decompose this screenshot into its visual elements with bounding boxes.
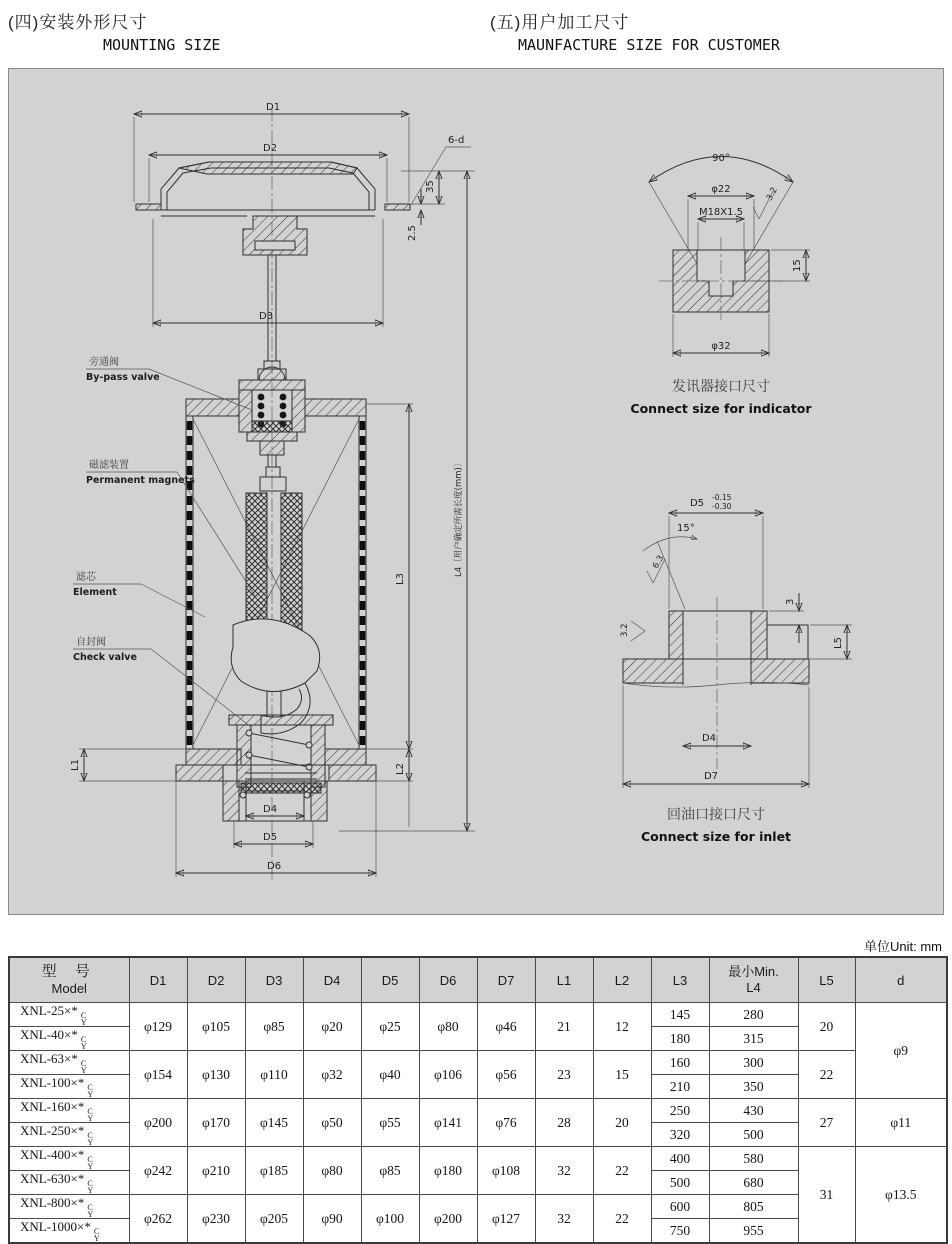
- value-cell: 300: [709, 1051, 798, 1075]
- value-cell: φ130: [187, 1051, 245, 1099]
- inlet-tol-lower: -0.30: [712, 502, 732, 511]
- inlet-roughness1-label: 6.3: [650, 553, 667, 571]
- value-cell: φ32: [303, 1051, 361, 1099]
- value-cell: φ242: [129, 1147, 187, 1195]
- value-cell: 32: [535, 1195, 593, 1244]
- inlet-l5-label: L5: [833, 637, 844, 649]
- value-cell: φ185: [245, 1147, 303, 1195]
- inlet-caption-zh: 回油口接口尺寸: [667, 807, 765, 823]
- value-cell: φ106: [419, 1051, 477, 1099]
- header-cell: D1: [129, 957, 187, 1003]
- value-cell: 160: [651, 1051, 709, 1075]
- dim-l2-label: L2: [395, 763, 406, 775]
- value-cell: φ200: [419, 1195, 477, 1244]
- value-cell: φ55: [361, 1099, 419, 1147]
- value-cell: 15: [593, 1051, 651, 1099]
- value-cell: φ108: [477, 1147, 535, 1195]
- dim-d5-label: D5: [263, 832, 278, 843]
- magnets-label-zh: 磁滤装置: [89, 460, 129, 471]
- dim-6d-label: 6-d: [448, 135, 465, 146]
- value-cell: 12: [593, 1003, 651, 1051]
- value-cell: 28: [535, 1099, 593, 1147]
- indicator-connection-drawing: [630, 153, 812, 416]
- value-cell: 750: [651, 1219, 709, 1244]
- value-cell: 680: [709, 1171, 798, 1195]
- value-cell: 23: [535, 1051, 593, 1099]
- unit-note: 单位Unit: mm: [863, 939, 942, 954]
- header-cell: D3: [245, 957, 303, 1003]
- value-cell: φ170: [187, 1099, 245, 1147]
- indicator-phi22-label: φ22: [711, 184, 731, 195]
- value-cell: 250: [651, 1099, 709, 1123]
- inlet-angle-label: 15°: [677, 523, 695, 534]
- table-row: [9, 1099, 947, 1123]
- value-cell: φ200: [129, 1099, 187, 1147]
- value-cell: φ90: [303, 1195, 361, 1244]
- value-cell: 180: [651, 1027, 709, 1051]
- value-cell: 350: [709, 1075, 798, 1099]
- dim-d1-label: D1: [266, 102, 281, 113]
- value-cell: φ110: [245, 1051, 303, 1099]
- value-cell: φ11: [855, 1099, 947, 1147]
- element-label-en: Element: [73, 587, 117, 598]
- inlet-d5-label: D5: [689, 498, 705, 509]
- value-cell: φ154: [129, 1051, 187, 1099]
- model-cell: XNL-25×* C Y: [9, 1003, 129, 1027]
- model-cell: XNL-250×* C Y: [9, 1123, 129, 1147]
- header-cell: L5: [798, 957, 855, 1003]
- value-cell: φ262: [129, 1195, 187, 1244]
- value-cell: 22: [593, 1195, 651, 1244]
- value-cell: φ9: [855, 1003, 947, 1099]
- dim-d4-label: D4: [263, 804, 278, 815]
- value-cell: 31: [798, 1147, 855, 1244]
- inlet-tol-upper: -0.15: [712, 493, 732, 502]
- table-row: [9, 1051, 947, 1075]
- value-cell: φ20: [303, 1003, 361, 1051]
- model-cell: XNL-63×* C Y: [9, 1051, 129, 1075]
- value-cell: 27: [798, 1099, 855, 1147]
- value-cell: 315: [709, 1027, 798, 1051]
- value-cell: 500: [651, 1171, 709, 1195]
- inlet-roughness2-label: 3.2: [620, 623, 630, 637]
- table-row: [9, 1003, 947, 1027]
- header-cell: D2: [187, 957, 245, 1003]
- value-cell: φ180: [419, 1147, 477, 1195]
- value-cell: φ76: [477, 1099, 535, 1147]
- main-assembly-drawing: [70, 102, 475, 881]
- value-cell: φ230: [187, 1195, 245, 1244]
- model-cell: XNL-160×* C Y: [9, 1099, 129, 1123]
- value-cell: 22: [593, 1147, 651, 1195]
- technical-drawing: [9, 69, 943, 914]
- header-cell: 型 号 Model: [9, 957, 129, 1003]
- magnets-label-en: Permanent magnets: [86, 475, 195, 486]
- dimension-table: [8, 956, 948, 1244]
- value-cell: 400: [651, 1147, 709, 1171]
- table-row: [9, 1147, 947, 1171]
- value-cell: φ145: [245, 1099, 303, 1147]
- inlet-d4-label: D4: [701, 733, 717, 744]
- dim-d6-label: D6: [267, 861, 282, 872]
- value-cell: φ205: [245, 1195, 303, 1244]
- value-cell: φ80: [419, 1003, 477, 1051]
- inlet-d7-label: D7: [703, 771, 719, 782]
- value-cell: 580: [709, 1147, 798, 1171]
- check-valve-label-en: Check valve: [73, 652, 137, 663]
- dim-25-label: 2.5: [407, 225, 418, 241]
- value-cell: 32: [535, 1147, 593, 1195]
- dim-d3-label: D3: [259, 311, 274, 322]
- indicator-depth-label: 15: [792, 259, 803, 272]
- indicator-roughness-label: 3.2: [764, 185, 781, 203]
- inlet-dim3-label: 3: [785, 598, 796, 605]
- value-cell: φ13.5: [855, 1147, 947, 1244]
- model-cell: XNL-630×* C Y: [9, 1171, 129, 1195]
- header-cell: L1: [535, 957, 593, 1003]
- dim-35-label: 35: [425, 180, 436, 193]
- value-cell: 500: [709, 1123, 798, 1147]
- inlet-caption-en: Connect size for inlet: [640, 829, 792, 844]
- indicator-phi32-label: φ32: [711, 341, 731, 352]
- header-cell: D7: [477, 957, 535, 1003]
- element-label-zh: 滤芯: [76, 572, 96, 583]
- indicator-thread-label: M18X1.5: [698, 207, 744, 218]
- value-cell: 210: [651, 1075, 709, 1099]
- check-valve-label-zh: 自封阀: [76, 637, 106, 648]
- value-cell: φ46: [477, 1003, 535, 1051]
- header-cell: D6: [419, 957, 477, 1003]
- value-cell: φ85: [245, 1003, 303, 1051]
- header-cell: D4: [303, 957, 361, 1003]
- value-cell: 320: [651, 1123, 709, 1147]
- value-cell: φ141: [419, 1099, 477, 1147]
- value-cell: φ129: [129, 1003, 187, 1051]
- drawing-panel: [8, 68, 944, 915]
- header-cell: D5: [361, 957, 419, 1003]
- value-cell: 21: [535, 1003, 593, 1051]
- inlet-connection-drawing: [620, 493, 852, 844]
- value-cell: 600: [651, 1195, 709, 1219]
- value-cell: φ127: [477, 1195, 535, 1244]
- header-cell: 最小Min. L4: [709, 957, 798, 1003]
- value-cell: φ56: [477, 1051, 535, 1099]
- header-cell: L3: [651, 957, 709, 1003]
- value-cell: φ50: [303, 1099, 361, 1147]
- value-cell: φ210: [187, 1147, 245, 1195]
- value-cell: 145: [651, 1003, 709, 1027]
- model-cell: XNL-40×* C Y: [9, 1027, 129, 1051]
- model-cell: XNL-100×* C Y: [9, 1075, 129, 1099]
- dim-l3-label: L3: [395, 573, 406, 585]
- value-cell: φ100: [361, 1195, 419, 1244]
- bypass-valve-label-zh: 旁通阀: [89, 357, 119, 368]
- value-cell: φ105: [187, 1003, 245, 1051]
- section-title-mounting-en: MOUNTING SIZE: [103, 36, 221, 54]
- bypass-valve-label-en: By-pass valve: [86, 372, 160, 383]
- dim-l1-label: L1: [70, 759, 81, 771]
- value-cell: φ85: [361, 1147, 419, 1195]
- value-cell: 22: [798, 1051, 855, 1099]
- value-cell: φ80: [303, 1147, 361, 1195]
- value-cell: 20: [593, 1099, 651, 1147]
- header-cell: L2: [593, 957, 651, 1003]
- dim-d2-label: D2: [263, 143, 278, 154]
- model-cell: XNL-1000×* C Y: [9, 1219, 129, 1244]
- indicator-caption-en: Connect size for indicator: [630, 401, 812, 416]
- section-title-mounting-zh: (四)安装外形尺寸: [8, 13, 148, 32]
- value-cell: 20: [798, 1003, 855, 1051]
- value-cell: 430: [709, 1099, 798, 1123]
- section-title-manufacture-zh: (五)用户加工尺寸: [490, 13, 630, 32]
- indicator-caption-zh: 发讯器接口尺寸: [672, 379, 770, 395]
- value-cell: φ25: [361, 1003, 419, 1051]
- header-cell: d: [855, 957, 947, 1003]
- indicator-angle-label: 90°: [712, 153, 730, 164]
- table-header-row: [9, 957, 947, 1003]
- value-cell: 955: [709, 1219, 798, 1244]
- value-cell: 805: [709, 1195, 798, 1219]
- model-cell: XNL-800×* C Y: [9, 1195, 129, 1219]
- dim-l4-label: L4〔用户确定所需长度(mm)〕: [454, 458, 464, 577]
- value-cell: 280: [709, 1003, 798, 1027]
- section-title-manufacture-en: MAUNFACTURE SIZE FOR CUSTOMER: [518, 36, 780, 54]
- model-cell: XNL-400×* C Y: [9, 1147, 129, 1171]
- value-cell: φ40: [361, 1051, 419, 1099]
